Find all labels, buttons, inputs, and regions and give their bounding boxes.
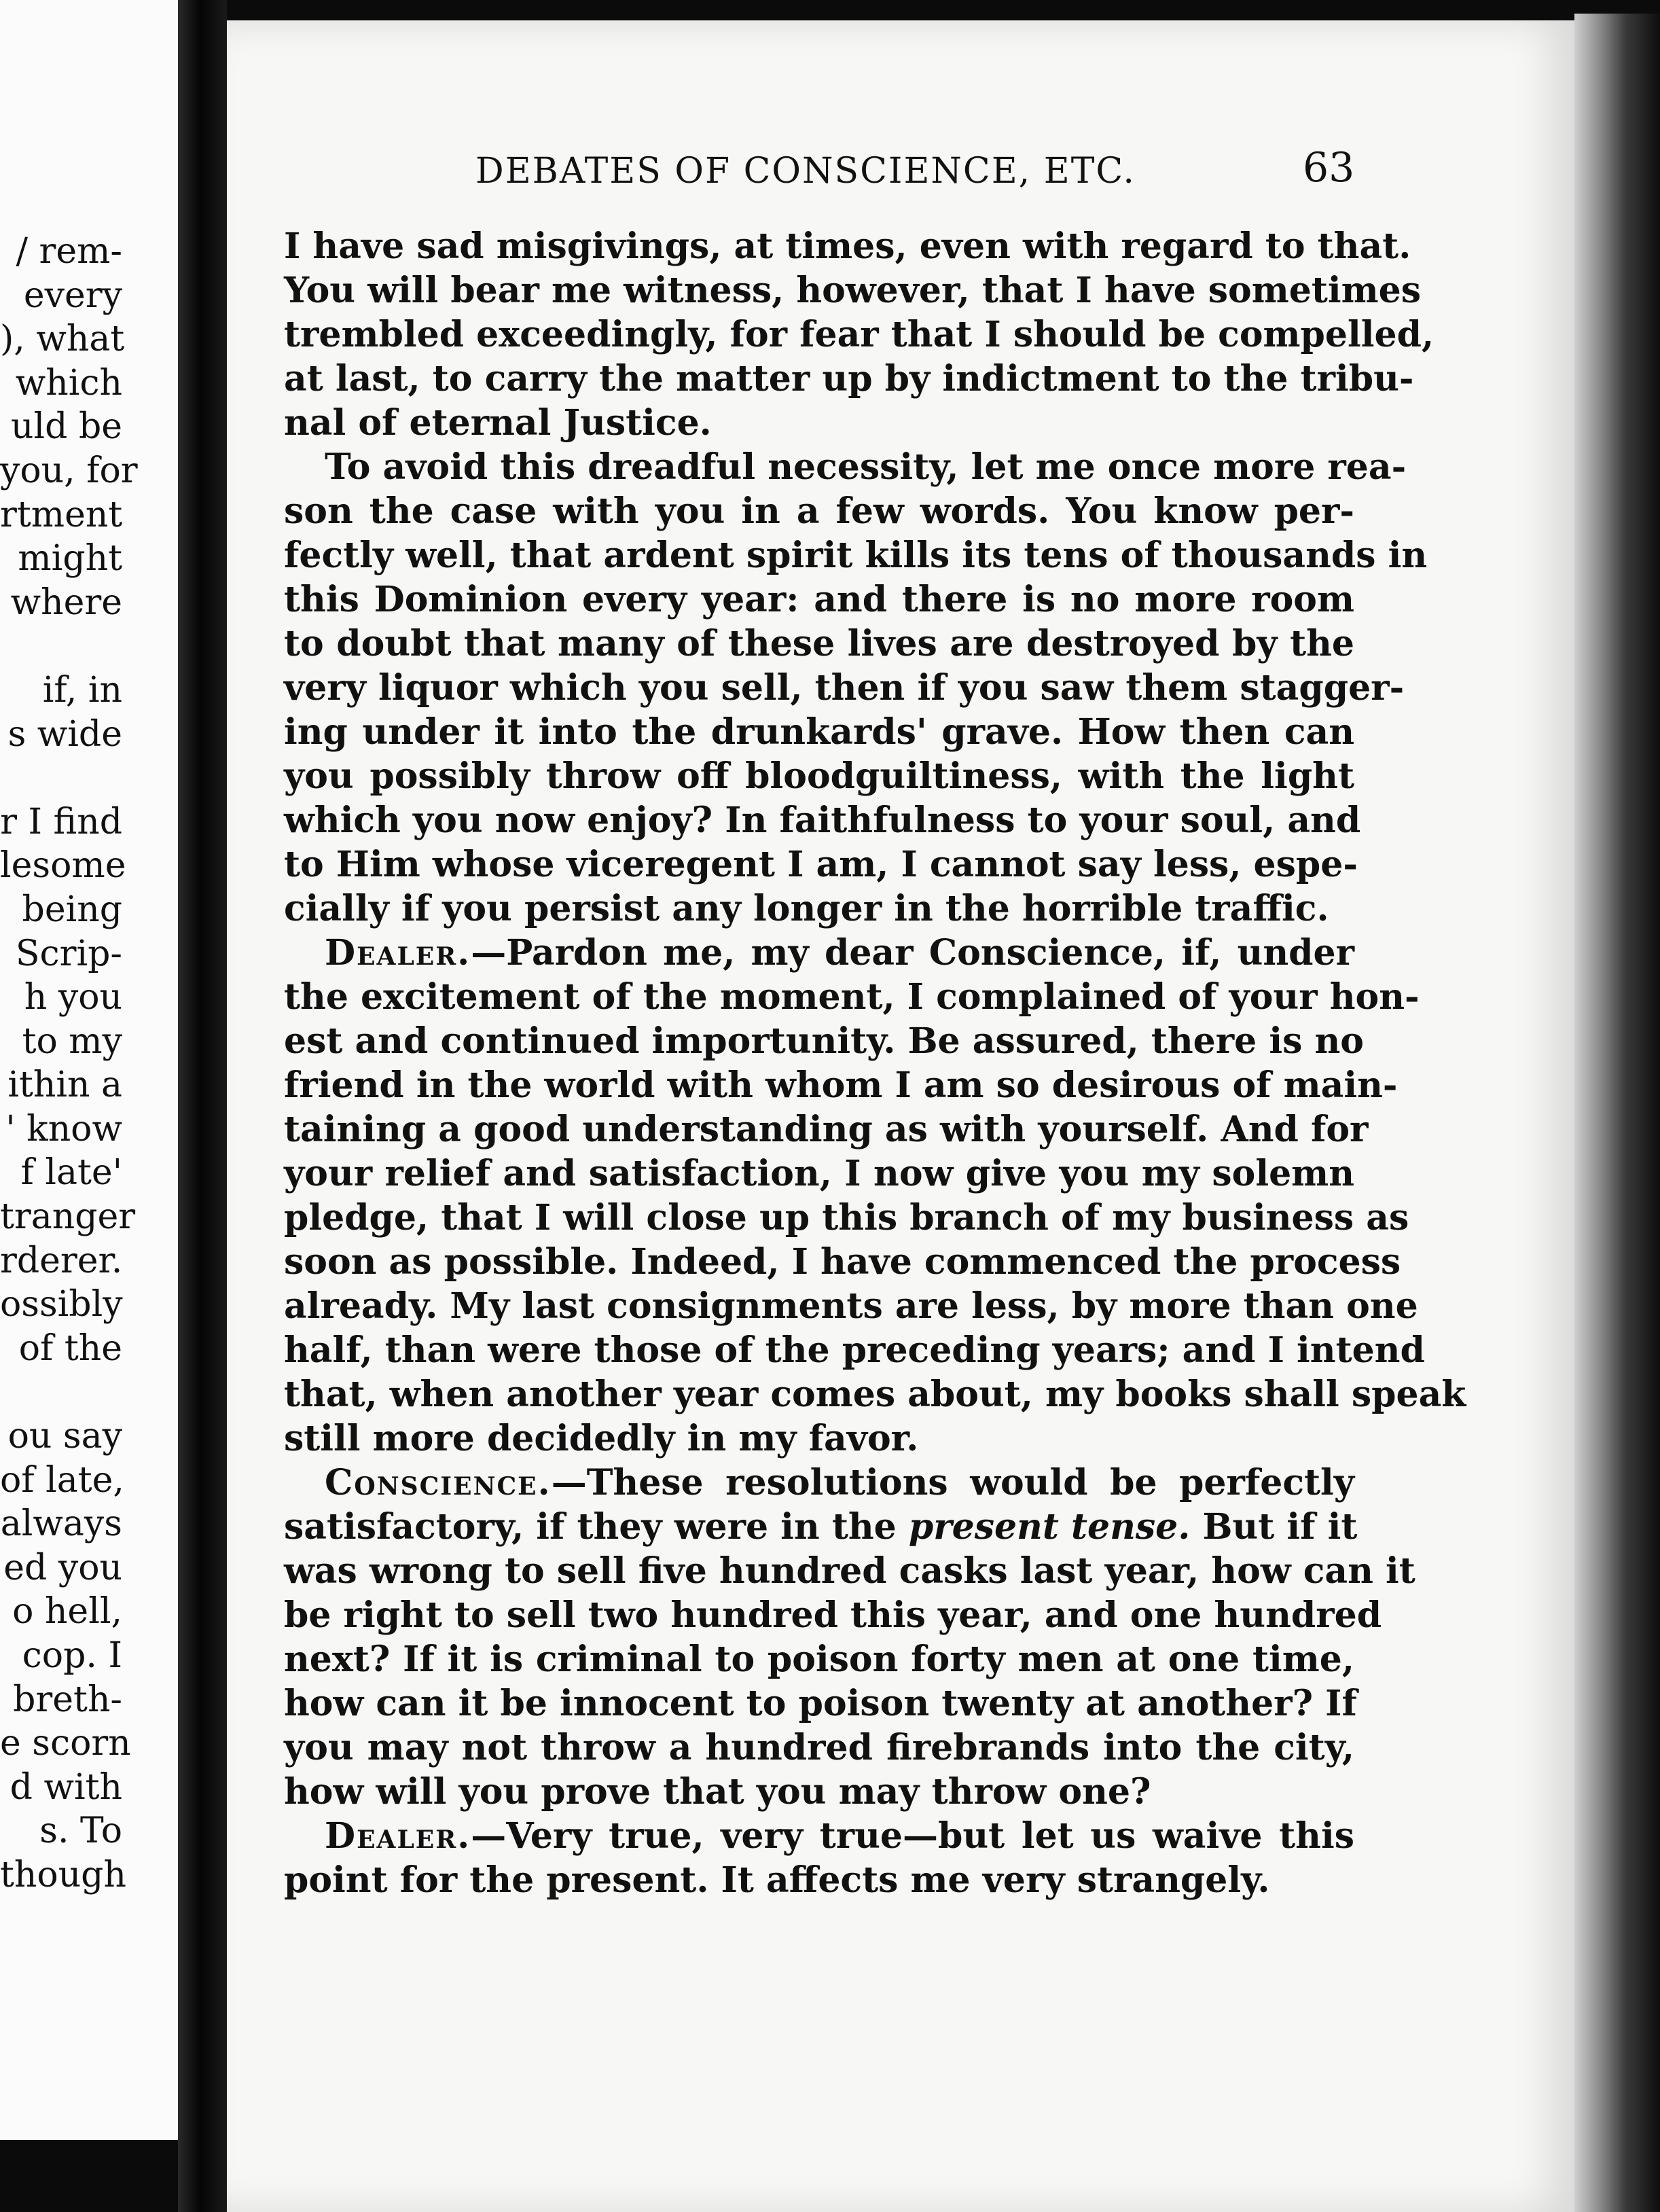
paragraph xyxy=(284,931,1466,1461)
paragraph xyxy=(284,1461,1415,1814)
previous-page-fragment: of late, xyxy=(0,1459,124,1501)
previous-page-fragment: r I find xyxy=(0,801,122,842)
text-line: that, when another year comes about, my books shall speak xyxy=(284,1374,1466,1415)
previous-page-fragment: ed you xyxy=(3,1547,122,1588)
previous-page-fragment: cop. I xyxy=(22,1635,122,1676)
page-number: 63 xyxy=(1303,144,1355,192)
previous-page-fragment: d with xyxy=(10,1766,122,1808)
text-line: pledge, that I will close up this branch of my business as xyxy=(284,1197,1409,1238)
text-line: the excitement of the moment, I complained of your hon- xyxy=(284,976,1420,1018)
text-line: very liquor which you sell, then if you saw them stagger- xyxy=(284,667,1405,709)
body-text xyxy=(284,224,1466,1902)
text-line: next? If it is criminal to poison forty men at one time, xyxy=(284,1639,1354,1680)
text-line: to Him whose viceregent I am, I cannot say less, espe- xyxy=(284,844,1358,885)
previous-page-fragment: every xyxy=(23,274,122,316)
previous-page-fragment xyxy=(0,1370,122,1414)
previous-page-fragment: rderer. xyxy=(0,1240,123,1281)
previous-page-fragment: breth- xyxy=(13,1679,122,1720)
text-line: to doubt that many of these lives are destroyed by the xyxy=(284,623,1354,664)
text-line: was wrong to sell five hundred casks last year, how can it xyxy=(284,1550,1415,1592)
previous-page-fragment: s wide xyxy=(7,713,122,755)
previous-page-fragment: uld be xyxy=(11,406,122,448)
previous-page-fragment: ' know xyxy=(5,1108,122,1149)
previous-page-fragment: e scorn xyxy=(0,1723,131,1764)
text-line: still more decidedly in my favor. xyxy=(284,1418,919,1459)
previous-page-fragment xyxy=(0,624,122,668)
text-line: you may not throw a hundred firebrands into the city, xyxy=(284,1727,1354,1768)
text-line: est and continued importunity. Be assured, there is no xyxy=(284,1020,1364,1062)
speaker-name: Dealer. xyxy=(325,1815,471,1857)
paragraph xyxy=(284,1814,1354,1902)
text-line: I have sad misgivings, at times, even with regard to that. xyxy=(284,226,1411,267)
italic-phrase: present tense. xyxy=(908,1506,1191,1548)
previous-page-fragment: o hell, xyxy=(12,1591,122,1633)
text-line: To avoid this dreadful necessity, let me once more rea- xyxy=(325,446,1407,488)
text-line: you possibly throw off bloodguiltiness, with the light xyxy=(284,755,1354,797)
text-line: satisfactory, if they were in the present tense. But if it xyxy=(284,1506,1358,1548)
speaker-name: Conscience. xyxy=(325,1462,552,1503)
text-line: already. My last consignments are less, by more than one xyxy=(284,1285,1418,1327)
text-line: how will you prove that you may throw one? xyxy=(284,1771,1151,1813)
text-line: ing under it into the drunkards' grave. How then can xyxy=(284,711,1354,753)
previous-page-fragment: Scrip- xyxy=(15,933,122,974)
previous-page-fragment: f late' xyxy=(20,1152,122,1194)
previous-page-fragment: lesome xyxy=(0,845,126,887)
previous-page-fragment: to my xyxy=(22,1020,122,1062)
text-line: at last, to carry the matter up by indictment to the tribu- xyxy=(284,358,1414,399)
previous-page-fragment: you, for xyxy=(0,450,138,491)
previous-page-fragment: ithin a xyxy=(7,1065,122,1106)
text-line: You will bear me witness, however, that I have sometimes xyxy=(284,270,1422,311)
text-line: taining a good understanding as with yourself. And for xyxy=(284,1109,1369,1150)
previous-page-fragment: ou say xyxy=(7,1416,122,1457)
previous-page-fragment: tranger xyxy=(0,1196,136,1238)
previous-page-fragment: s. To xyxy=(39,1810,122,1852)
text-line: friend in the world with whom I am so desirous of main- xyxy=(284,1065,1398,1106)
previous-page xyxy=(0,0,182,2140)
previous-page-fragment: being xyxy=(22,889,122,930)
text-line: cially if you persist any longer in the horrible traffic. xyxy=(284,888,1329,929)
speaker-name: Dealer. xyxy=(325,932,471,974)
previous-page-fragment: rtment xyxy=(0,494,123,535)
previous-page-fragment: where xyxy=(10,582,122,623)
text-line: be right to sell two hundred this year, and one hundred xyxy=(284,1594,1382,1636)
previous-page-fragment: might xyxy=(18,538,122,579)
text-line: Conscience.—These resolutions would be perfectly xyxy=(325,1462,1354,1503)
previous-page-fragment: of the xyxy=(18,1327,122,1369)
text-line: Dealer.—Very true, very true—but let us waive this xyxy=(325,1815,1354,1857)
text-line: fectly well, that ardent spirit kills its tens of thousands in xyxy=(284,535,1428,576)
previous-page-fragment: though xyxy=(0,1854,126,1895)
paragraph xyxy=(284,224,1435,445)
paragraph xyxy=(284,445,1428,931)
text-line: this Dominion every year: and there is no more room xyxy=(284,579,1354,620)
page-edge xyxy=(1574,14,1660,2212)
text-line: which you now enjoy? In faithfulness to your soul, and xyxy=(284,800,1361,841)
previous-page-fragment: always xyxy=(0,1503,122,1545)
running-title: DEBATES OF CONSCIENCE, ETC. xyxy=(475,151,1136,192)
previous-page-text xyxy=(0,230,138,1897)
text-line: how can it be innocent to poison twenty at another? If xyxy=(284,1683,1357,1724)
text-line: nal of eternal Justice. xyxy=(284,402,712,444)
book-gutter xyxy=(178,0,227,2212)
previous-page-fragment: ossibly xyxy=(0,1284,123,1325)
text-line: half, than were those of the preceding years; and I intend xyxy=(284,1330,1425,1371)
previous-page-fragment: / rem- xyxy=(16,231,122,272)
text-line: your relief and satisfaction, I now give you my solemn xyxy=(284,1153,1354,1194)
text-line: soon as possible. Indeed, I have commenced the process xyxy=(284,1241,1401,1283)
previous-page-fragment: if, in xyxy=(42,669,122,711)
previous-page-fragment: which xyxy=(15,362,122,404)
text-line: Dealer.—Pardon me, my dear Conscience, if, under xyxy=(325,932,1354,974)
previous-page-fragment xyxy=(0,756,122,800)
text-line: trembled exceedingly, for fear that I should be compelled, xyxy=(284,314,1435,355)
previous-page-fragment: h you xyxy=(24,977,122,1018)
text-line: point for the present. It affects me very strangely. xyxy=(284,1859,1270,1901)
text-line: son the case with you in a few words. You know per- xyxy=(284,490,1354,532)
previous-page-fragment: ), what xyxy=(0,319,125,360)
